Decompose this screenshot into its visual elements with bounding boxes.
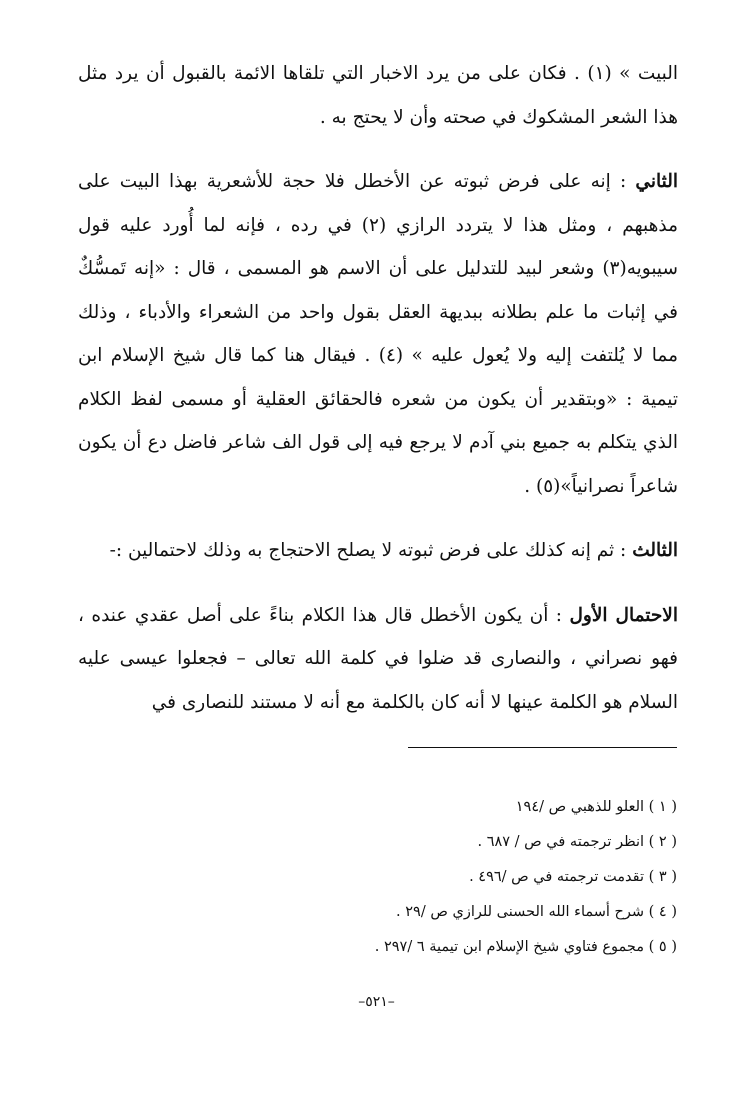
paragraph-1: البيت » (١) . فكان على من يرد الاخبار التي تلقاها الائمة بالقبول أن يرد مثل هذا الشعر المشكوك في صحته وأن لا يحتج به . xyxy=(78,63,679,128)
footnote-1: ( ١ ) العلو للذهبي ص /١٩٤ xyxy=(515,799,677,815)
footnote-3: ( ٣ ) تقدمت ترجمته في ص /٤٩٦ . xyxy=(469,869,677,885)
footnote-2: ( ٢ ) انظر ترجمته في ص / ٦٨٧ . xyxy=(477,834,677,850)
footnote-4: ( ٤ ) شرح أسماء الله الحسنى للرازي ص /٢٩ . xyxy=(396,904,677,920)
paragraph-3-heading: الثالث xyxy=(632,540,678,561)
paragraph-3: الثالث : ثم إنه كذلك على فرض ثبوته لا يصلح الاحتجاج به وذلك لاحتمالين :- xyxy=(109,540,678,561)
paragraph-4-heading: الاحتمال الأول xyxy=(569,604,678,626)
paragraph-4: الاحتمال الأول : أن يكون الأخطل قال هذا الكلام بناءً على أصل عقدي عنده ، فهو نصراني ، والنصارى قد ضلوا في كلمة الله تعالى – فجعلوا عيسى عليه السلام هو الكلمة عينها لا أنه كان بالكلمة مع أنه لا مستند للنصارى في xyxy=(78,604,678,713)
paragraph-2: الثاني : إنه على فرض ثبوته عن الأخطل فلا حجة للأشعرية بهذا البيت على مذهبهم ، ومثل هذا لا يتردد الرازي (٢) في رده ، فإنه لما أُورد عليه قول سيبويه(٣) وشعر لبيد للتدليل على أن الاسم هو المسمى ، قال : «إنه تَمسُّكٌ في إثبات ما علم بطلانه ببديهة العقل بقول واحد من الشعراء والأدباء ، وذلك مما لا يُلتفت إليه ولا يُعول عليه » (٤) . فيقال هنا كما قال شيخ الإسلام ابن تيمية : «وبتقدير أن يكون من شعره فالحقائق العقلية أو مسمى لفظ الكلام الذي يتكلم به جميع بني آدم لا يرجع فيه إلى قول الف شاعر فاضل دع أن يكون شاعراً نصرانياً»(٥) . xyxy=(78,171,678,497)
footnote-5: ( ٥ ) مجموع فتاوي شيخ الإسلام ابن تيمية ٦ /٢٩٧ . xyxy=(374,939,677,955)
footnote-separator xyxy=(408,747,677,748)
page-number: –٥٢١– xyxy=(358,994,395,1010)
paragraph-2-heading: الثاني xyxy=(635,171,678,192)
footnotes xyxy=(240,790,677,965)
main-text xyxy=(78,52,678,724)
